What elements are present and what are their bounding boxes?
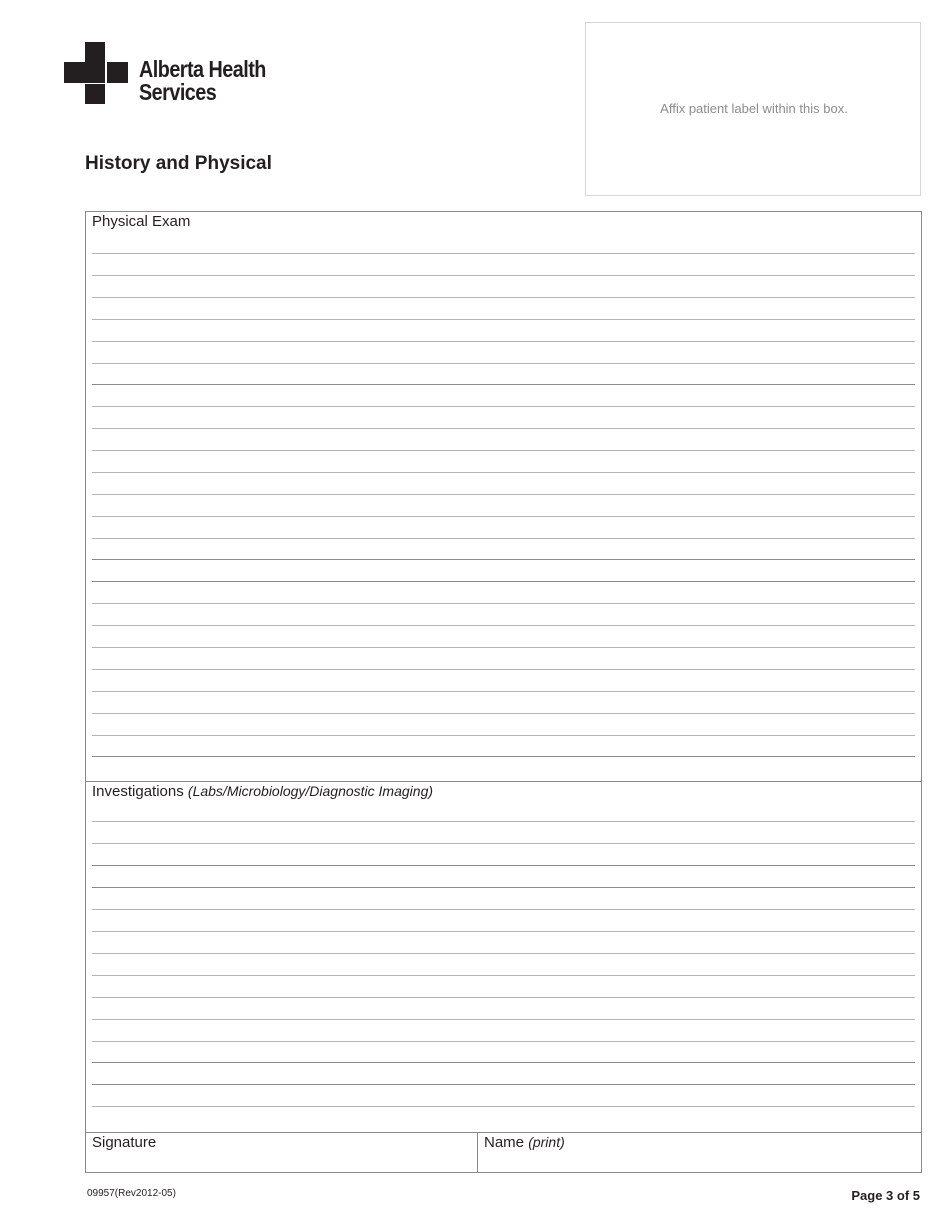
name-label: Name [484,1134,525,1151]
name-label-detail: (print) [528,1134,565,1150]
writing-line[interactable] [92,406,915,407]
name-print-field[interactable] [484,1134,565,1151]
logo-line-2: Services [139,79,217,105]
writing-line[interactable] [92,428,915,429]
logo-wordmark [139,58,266,104]
writing-line[interactable] [92,865,915,866]
investigations-label-text: Investigations [92,783,184,800]
writing-line[interactable] [92,472,915,473]
signature-row [86,1133,921,1173]
writing-line[interactable] [92,843,915,844]
writing-line[interactable] [92,297,915,298]
writing-line[interactable] [92,975,915,976]
page-number: Page 3 of 5 [851,1188,920,1203]
signature-field[interactable] [92,1134,156,1151]
investigations-label-detail: (Labs/Microbiology/Diagnostic Imaging) [187,783,434,799]
writing-line[interactable] [92,384,915,385]
signature-label: Signature [92,1134,157,1151]
form-body [85,211,922,1173]
writing-line[interactable] [92,887,915,888]
writing-line[interactable] [92,341,915,342]
writing-line[interactable] [92,363,915,364]
investigations-label [92,783,433,800]
page-title: History and Physical [85,153,272,174]
ahs-cross-logo-icon [64,42,128,104]
physical-exam-section [86,212,921,782]
writing-line[interactable] [92,713,915,714]
writing-line[interactable] [92,1062,915,1063]
writing-line[interactable] [92,1019,915,1020]
writing-line[interactable] [92,581,915,582]
ahs-logo [64,42,294,104]
writing-line[interactable] [92,603,915,604]
logo-line-1: Alberta Health [139,56,266,82]
physical-exam-label: Physical Exam [92,213,191,230]
writing-line[interactable] [92,450,915,451]
writing-line[interactable] [92,669,915,670]
writing-line[interactable] [92,625,915,626]
writing-line[interactable] [92,691,915,692]
writing-line[interactable] [92,756,915,757]
writing-line[interactable] [92,538,915,539]
writing-line[interactable] [92,735,915,736]
writing-line[interactable] [92,516,915,517]
writing-line[interactable] [92,494,915,495]
form-code: 09957(Rev2012-05) [87,1188,176,1199]
investigations-section [86,782,921,1132]
writing-line[interactable] [92,559,915,560]
writing-line[interactable] [92,821,915,822]
patient-label-instruction: Affix patient label within this box. [660,101,848,116]
writing-line[interactable] [92,647,915,648]
writing-line[interactable] [92,1106,915,1107]
writing-line[interactable] [92,1041,915,1042]
writing-line[interactable] [92,953,915,954]
writing-line[interactable] [92,931,915,932]
writing-line[interactable] [92,909,915,910]
signature-column-separator [477,1133,478,1173]
writing-line[interactable] [92,1084,915,1085]
writing-line[interactable] [92,997,915,998]
writing-line[interactable] [92,253,915,254]
writing-line[interactable] [92,275,915,276]
patient-label-box [585,22,921,196]
writing-line[interactable] [92,319,915,320]
